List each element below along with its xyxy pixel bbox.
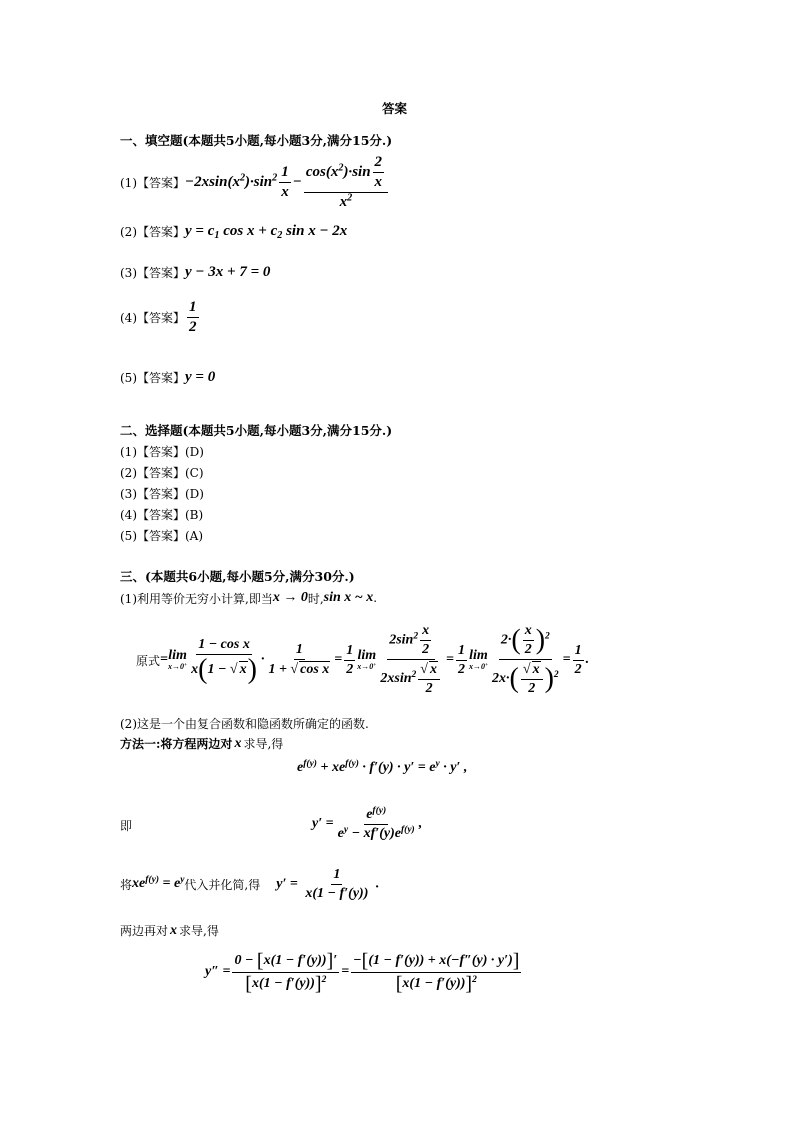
answer-1-row: [120, 152, 390, 212]
section2-heading: 二、选择题(本题共5小题,每小题3分,满分15分.): [120, 423, 393, 438]
derivative-equation-1: $e^{f(y)} + xe^{f(y)} \cdot f'(y) \cdot y' = e^y \cdot y'$ ,: [297, 758, 468, 775]
answer-3-formula: y − 3x + 7 = 0: [185, 263, 271, 280]
choice-answer-4: (4)【答案】(B): [120, 508, 204, 522]
choice-answer-1: (1)【答案】(D): [120, 445, 204, 459]
answer-4-formula: $\frac{1}{2}$: [189, 298, 197, 335]
answer-4-label: (4)【答案】: [120, 310, 185, 325]
second-derivative-equation: y ″ = $\frac{0 - [x(1 - f'(y))]'}{[x(1 - f'(y))]^2}$ = $\frac{-[(1 - f'(y)) + x(-f''(y) \cdot y')]}{[x(1 - f'(y))]^2}$: [205, 949, 520, 995]
second-derivative-intro: 两边再对 x 求导,得: [120, 922, 219, 938]
answer-1-label: (1)【答案】: [120, 175, 185, 190]
answer-5-label: (5)【答案】: [120, 370, 185, 385]
ji-label: 即: [120, 819, 133, 833]
page-title: 答案: [382, 101, 408, 116]
answer-3-label: (3)【答案】: [120, 265, 185, 280]
derivative-equation-2: y ′ = $\frac{e^{f(y)}}{e^y - xf'(y)e^{f(y)}}$ ,: [312, 805, 423, 841]
limit-equation: 原式 = lim x→0+ $\frac{\text{1 − cos x}}{x(1 - √ x)}$ · $\frac{1}{\text{1 + √ cos x}}$ = $\frac{1}{2}$ lim x→0+ $2\sin^2$ $\frac{x}{2}$ 2xsin$^2$ $\frac{√ x}{2}$ = $\frac{1}{2}$ lim x→0+ 2·( $\frac{x}{2}$ )$^2$ 2x·( $\frac{√ x}{2}$ )$^2$ = $\frac{1}{2}$ .: [136, 623, 590, 696]
choice-answer-3: (3)【答案】(D): [120, 487, 204, 501]
answer-1-formula: $-2xsin(x^2)\cdot\sin^2$ $\frac{1}{x}$ − $\cos(x^2)\cdot\sin$ $\frac{2}{x}$ $x^2$: [185, 154, 390, 211]
answer-5-row: [120, 366, 215, 388]
part2-method-line: 方法一:将方程两边对 x 求导,得: [120, 735, 284, 751]
answer-2-formula: $y = c_1$ $\cos x + c_2$ sin x − 2x: [185, 222, 348, 241]
answer-2-row: [120, 220, 347, 242]
part1-intro: (1)利用等价无穷小计算,即当 x → 0 时, sin x ~ x .: [120, 590, 378, 606]
part2-intro: (2)这是一个由复合函数和隐函数所确定的函数.: [120, 717, 369, 731]
answer-4-row: [120, 295, 201, 339]
section1-heading: 一、填空题(本题共5小题,每小题3分,满分15分.): [120, 133, 393, 148]
section3-heading: 三、(本题共6小题,每小题5分,满分30分.): [120, 569, 355, 584]
choice-answer-2: (2)【答案】(C): [120, 466, 204, 480]
answer-3-row: [120, 261, 270, 283]
choice-answer-5: (5)【答案】(A): [120, 529, 204, 543]
answer-5-formula: y = 0: [185, 368, 216, 385]
answer-2-label: (2)【答案】: [120, 224, 185, 239]
substitution-line: 将 $xe^{f(y)} = e^y$ 代入并化简,得 y′ = $\frac{1}{x(1 - f'(y))}$ .: [120, 866, 380, 901]
